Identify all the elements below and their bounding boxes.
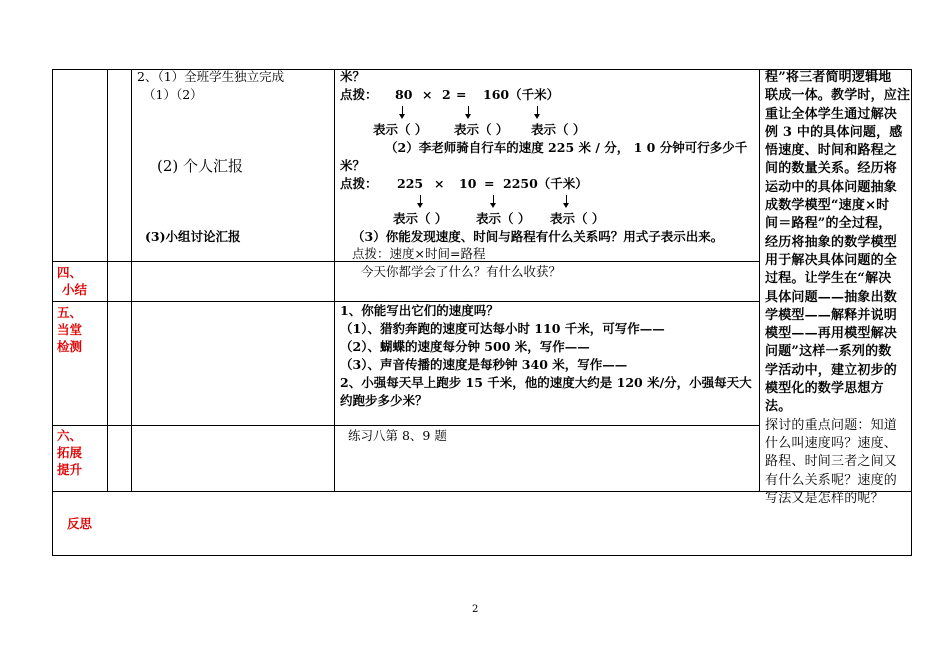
rep2-item-3: 表示（ ） bbox=[550, 211, 605, 226]
note-line: 经历将抽象的数学模型 bbox=[765, 234, 898, 250]
hint2-a: 225 bbox=[397, 176, 424, 191]
col-divider-3 bbox=[334, 69, 335, 492]
teaching-notes bbox=[765, 69, 910, 508]
col-divider-4 bbox=[759, 69, 760, 492]
row-divider-extend bbox=[52, 425, 760, 426]
rep1-item-2: 表示（ ） bbox=[454, 122, 509, 137]
note-line: 有什么关系呢？速度的 bbox=[765, 472, 898, 488]
note-line: 具体问题——抽象出数 bbox=[765, 289, 898, 305]
question-2-line-2: 米？ bbox=[340, 158, 366, 173]
note-line: 路程、时间三者之间又 bbox=[765, 454, 898, 470]
note-line: 运动中的具体问题抽象 bbox=[765, 179, 898, 195]
hint1-a: 80 bbox=[395, 87, 413, 102]
section-5-title-1: 当堂 bbox=[57, 322, 83, 337]
rep2-item-2: 表示（ ） bbox=[476, 211, 531, 226]
hint1-c: 160（千米） bbox=[483, 87, 560, 102]
section-5-number: 五、 bbox=[57, 305, 83, 320]
hint2-b: 10 bbox=[459, 176, 477, 191]
reflection-label: 反思 bbox=[67, 516, 93, 531]
section-6-title-1: 拓展 bbox=[57, 445, 83, 460]
rep2-item-1: 表示（ ） bbox=[393, 211, 448, 226]
rep1-item-3: 表示（ ） bbox=[531, 122, 586, 137]
col-divider-2 bbox=[131, 69, 132, 492]
note-line: 悟速度、时间和路程之 bbox=[765, 143, 898, 159]
arrow-down-icon bbox=[537, 106, 538, 114]
table-bottom-border bbox=[52, 555, 912, 556]
section-4-title: 小结 bbox=[62, 282, 88, 297]
col-divider-1 bbox=[107, 69, 108, 492]
summary-question: 今天你都学会了什么？有什么收获？ bbox=[361, 264, 562, 279]
note-line: 什么叫速度吗？速度、 bbox=[765, 435, 898, 451]
check-line-6: 约跑步多少米？ bbox=[340, 393, 428, 408]
note-line: 程”将三者简明逻辑地 bbox=[765, 70, 892, 85]
note-line: 法。 bbox=[765, 399, 792, 415]
question-3: （3）你能发现速度、时间与路程有什么关系吗？用式子表示出来。 bbox=[352, 229, 724, 244]
note-line: 学模型——解释并说明 bbox=[765, 307, 898, 323]
hint2-c: 2250（千米） bbox=[503, 176, 588, 191]
section-6-title-2: 提升 bbox=[57, 462, 83, 477]
check-line-2: （1）、猎豹奔跑的速度可达每小时 110 千米，可写作—— bbox=[340, 321, 665, 336]
note-line: 写法又是怎样的呢？ bbox=[765, 490, 884, 506]
note-line: 重让全体学生通过解决 bbox=[765, 106, 898, 122]
note-line: 探讨的重点问题：知道 bbox=[765, 417, 898, 433]
note-line: 学活动中，建立初步的 bbox=[765, 362, 898, 378]
check-line-5: 2、小强每天早上跑步 15 千米，他的速度大约是 120 米/分，小强每天大 bbox=[340, 375, 752, 390]
note-line: 模型——再用模型解决 bbox=[765, 326, 898, 342]
check-line-3: （2）、蝴蝶的速度每分钟 500 米，写作—— bbox=[340, 339, 590, 354]
note-line: 过程。让学生在“解决 bbox=[765, 271, 892, 287]
note-line: 模型化的数学思想方 bbox=[765, 381, 884, 397]
check-line-4: （3）、声音传播的速度是每秒钟 340 米，写作—— bbox=[340, 357, 628, 372]
note-line: 问题”这样一系列的数 bbox=[765, 344, 892, 360]
section-4-number: 四、 bbox=[57, 265, 83, 280]
activity-personal-report: (2) 个人汇报 bbox=[157, 157, 244, 175]
note-line: 间＝路程”的全过程， bbox=[765, 216, 892, 232]
note-line: 成数学模型“速度×时 bbox=[765, 198, 890, 214]
table-right-border bbox=[911, 69, 912, 556]
note-line: 例 3 中的具体问题，感 bbox=[765, 124, 903, 140]
hint1-op: × bbox=[422, 87, 433, 102]
hint2-op: × bbox=[434, 176, 445, 191]
page-number: 2 bbox=[472, 604, 479, 615]
activity-group-report: (3)小组讨论汇报 bbox=[145, 229, 241, 244]
activity-line-1: 2、（1）全班学生独立完成 bbox=[137, 69, 285, 84]
hint2-label: 点拨： bbox=[340, 176, 378, 191]
rep1-item-1: 表示（ ） bbox=[373, 122, 428, 137]
note-line: 间的数量关系。经历将 bbox=[765, 161, 898, 177]
activity-line-2: （1）（2） bbox=[143, 87, 203, 102]
hint1-label: 点拨： bbox=[340, 87, 378, 102]
arrow-down-icon bbox=[493, 195, 494, 203]
hint1-b: 2 bbox=[442, 87, 451, 102]
note-line: 用于解决具体问题的全 bbox=[765, 252, 898, 268]
arrow-down-icon bbox=[402, 106, 403, 114]
note-line: 联成一体。教学时，应注 bbox=[765, 88, 911, 104]
section-6-number: 六、 bbox=[57, 428, 83, 443]
section-5-title-2: 检测 bbox=[57, 339, 83, 354]
hint2-eq: = bbox=[484, 176, 495, 191]
main-text-1: 米？ bbox=[340, 69, 366, 84]
arrow-down-icon bbox=[420, 195, 421, 203]
question-2-line-1: （2）李老师骑自行车的速度 225 米 / 分， 1 0 分钟可行多少千 bbox=[385, 140, 748, 155]
extend-exercise: 练习八第 8、9 题 bbox=[348, 428, 447, 443]
arrow-down-icon bbox=[468, 106, 469, 114]
check-line-1: 1、你能写出它们的速度吗？ bbox=[340, 303, 499, 318]
arrow-down-icon bbox=[566, 195, 567, 203]
table-left-border bbox=[52, 69, 53, 556]
hint1-eq: = bbox=[456, 87, 467, 102]
hint-3: 点拨：速度×时间=路程 bbox=[352, 246, 486, 261]
